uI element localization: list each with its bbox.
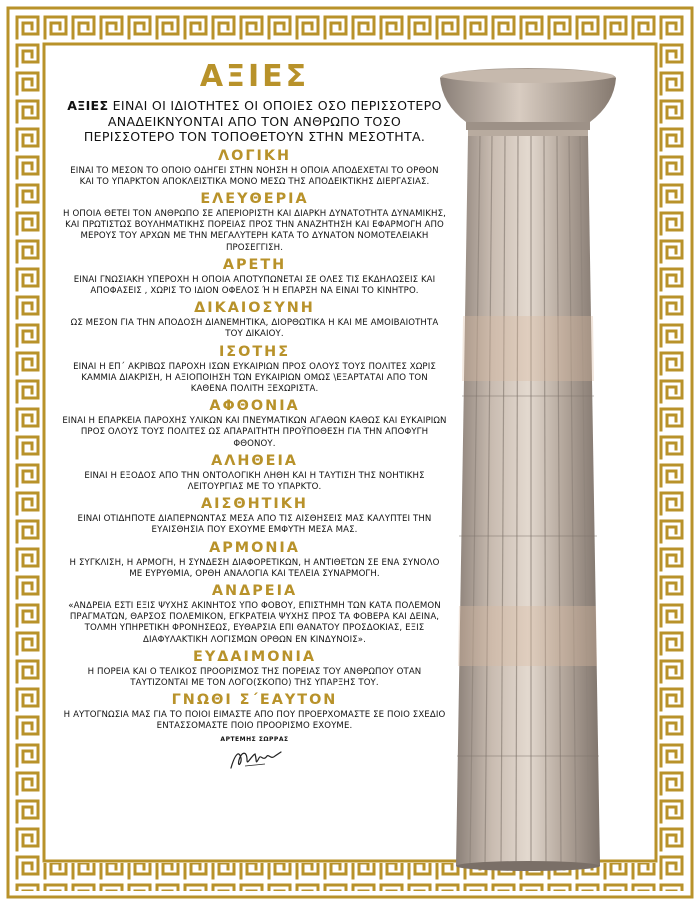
- section-title: ΑΡΕΤΗ: [222, 256, 287, 273]
- section-title: ΓΝΩΘΙ Σ΄ΕΑΥΤΟΝ: [171, 692, 338, 709]
- intro-lead: ΑΞΙΕΣ: [67, 98, 109, 113]
- section-body: ΕΙΝΑΙ Η ΕΠ΄ ΑΚΡΙΒΩΣ ΠΑΡΟΧΗ ΙΣΩΝ ΕΥΚΑΙΡΙΩΝ ΠΡΟΣ ΟΛΟΥΣ ΤΟΥΣ ΠΟΛΙΤΕΣ ΧΩΡΙΣ ΚΑΜΜΙΑ ΔΙΑΚΡΙΣΗ, Η ΑΞΙΟΠΟΙΗΣΗ ΤΩΝ ΕΥΚΑΙΡΙΩΝ ΟΜΩΣ \ΕΞΑΡΤΑΤΑΙ ΑΠΟ ΤΟΝ ΚΑΘΕΝΑ ΠΟΛΙΤΗ ΞΕΧΩΡΙΣΤΑ.: [73, 361, 436, 394]
- section-body: ΕΙΝΑΙ ΟΤΙΔΗΠΟΤΕ ΔΙΑΠΕΡΝΩΝΤΑΣ ΜΕΣΑ ΑΠΟ ΤΙΣ ΑΙΣΘΗΣΕΙΣ ΜΑΣ ΚΑΛΥΠΤΕΙ ΤΗΝ ΕΥΑΙΣΘΗΣΙΑ ΠΟΥ ΕΧΟΥΜΕ ΕΜΦΥΤΗ ΜΕΣΑ ΜΑΣ.: [77, 514, 432, 536]
- section-evdaimonia: [62, 648, 447, 689]
- section-body: ΕΙΝΑΙ Η ΕΞΟΔΟΣ ΑΠΟ ΤΗΝ ΟΝΤΟΛΟΓΙΚΗ ΛΗΘΗ ΚΑΙ Η ΤΑΥΤΙΣΗ ΤΗΣ ΝΟΗΤΙΚΗΣ ΛΕΙΤΟΥΡΓΙΑΣ ΜΕ ΤΟ ΥΠΑΡΚΤΟ.: [84, 470, 425, 492]
- section-andreia: [62, 582, 447, 646]
- section-title: ΑΦΘΟΝΙΑ: [209, 398, 300, 415]
- section-body: Η ΣΥΓΚΛΙΣΗ, Η ΑΡΜΟΓΗ, Η ΣΥΝΔΕΣΗ ΔΙΑΦΟΡΕΤΙΚΩΝ, Η ΑΝΤΙΘΕΤΩΝ ΣΕ ΕΝΑ ΣΥΝΟΛΟ ΜΕ ΕΥΡΥΘΜΙΑ, ΟΡΘΗ ΑΝΑΛΟΓΙΑ ΚΑΙ ΤΕΛΕΙΑ ΣΥΝΑΡΜΟΓΗ.: [69, 557, 440, 579]
- section-title: ΙΣΟΤΗΣ: [218, 343, 291, 360]
- section-dikaiosyni: [62, 299, 447, 340]
- section-body: ΕΙΝΑΙ Η ΕΠΑΡΚΕΙΑ ΠΑΡΟΧΗΣ ΥΛΙΚΩΝ ΚΑΙ ΠΝΕΥΜΑΤΙΚΩΝ ΑΓΑΘΩΝ ΚΑΘΩΣ ΚΑΙ ΕΥΚΑΙΡΙΩΝ ΠΡΟΣ ΟΛΟΥΣ ΤΟΥΣ ΠΟΛΙΤΕΣ ΩΣ ΑΠΑΡΑΙΤΗΤΗ ΠΡΟΫΠΟΘΕΣΗ ΓΙΑ ΤΗΝ ΑΠΟΦΥΓΗ ΦΘΟΝΟΥ.: [62, 416, 447, 449]
- page-title: ΑΞΙΕΣ: [199, 59, 310, 94]
- section-armonia: [62, 539, 447, 580]
- section-body: ΕΙΝΑΙ ΓΝΩΣΙΑΚΗ ΥΠΕΡΟΧΗ Η ΟΠΟΙΑ ΑΠΟΤΥΠΩΝΕΤΑΙ ΣΕ ΟΛΕΣ ΤΙΣ ΕΚΔΗΛΩΣΕΙΣ ΚΑΙ ΑΠΟΦΑΣΕΙΣ , ΧΩΡΙΣ ΤΟ ΙΔΙΟΝ ΟΦΕΛΟΣ Ή Η ΕΠΑΡΣΗ ΝΑ ΕΙΝΑΙ ΤΟ ΚΙΝΗΤΡΟ.: [73, 274, 436, 296]
- section-areti: [62, 256, 447, 297]
- section-body: Η ΟΠΟΙΑ ΘΕΤΕΙ ΤΟΝ ΑΝΘΡΩΠΟ ΣΕ ΑΠΕΡΙΟΡΙΣΤΗ ΚΑΙ ΔΙΑΡΚΗ ΔΥΝΑΤΟΤΗΤΑ ΔΥΝΑΜΙΚΗΣ, ΚΑΙ ΠΡΩΤΙΣΤΩΣ ΒΟΥΛΗΜΑΤΙΚΗΣ ΠΟΡΕΙΑΣ ΠΡΟΣ ΤΗΝ ΑΝΑΖΗΤΗΣΗ ΚΑΙ ΕΦΑΡΜΟΓΗ ΑΠΟ ΜΕΡΟΥΣ ΤΟΥ ΑΡΧΩΝ ΜΕ ΤΗΝ ΜΕΓΑΛΥΤΕΡΗ ΚΑΤΑ ΤΟ ΔΥΝΑΤΟΝ ΝΟΜΟΤΕΛΕΙΑΚΗ ΠΡΟΣΕΓΓΙΣΗ.: [63, 208, 446, 253]
- section-alitheia: [62, 452, 447, 493]
- section-body: ΩΣ ΜΕΣΟΝ ΓΙΑ ΤΗΝ ΑΠΟΔΟΣΗ ΔΙΑΝΕΜΗΤΙΚΑ, ΔΙΟΡΘΩΤΙΚΑ Η ΚΑΙ ΜΕ ΑΜΟΙΒΑΙΟΤΗΤΑ ΤΟΥ ΔΙΚΑΙΟΥ.: [70, 318, 439, 340]
- section-title: ΑΝΔΡΕΙΑ: [211, 582, 298, 599]
- intro-paragraph: [62, 98, 447, 145]
- text-panel: [62, 60, 447, 772]
- section-title: ΑΡΜΟΝΙΑ: [209, 539, 300, 556]
- section-gnothi: [62, 691, 447, 732]
- section-title: ΛΟΓΙΚΗ: [217, 147, 292, 164]
- section-title: ΑΛΗΘΕΙΑ: [211, 452, 298, 469]
- section-eleftheria: [62, 190, 447, 254]
- section-afthonia: [62, 397, 447, 450]
- section-title: ΕΛΕΥΘΕΡΙΑ: [200, 190, 309, 207]
- section-title: ΑΙΣΘΗΤΙΚΗ: [201, 496, 308, 513]
- section-body: ΕΙΝΑΙ ΤΟ ΜΕΣΟΝ ΤΟ ΟΠΟΙΟ ΟΔΗΓΕΙ ΣΤΗΝ ΝΟΗΣΗ Η ΟΠΟΙΑ ΑΠΟΔΕΧΕΤΑΙ ΤΟ ΟΡΘΟΝ ΚΑΙ ΤΟ ΥΠΑΡΚΤΟΝ ΑΠΟΚΛΕΙΣΤΙΚΑ ΜΟΝΟ ΜΕΣΩ ΤΗΣ ΑΠΟΔΕΙΚΤΙΚΗΣ ΔΙΕΡΓΑΣΙΑΣ.: [70, 165, 439, 187]
- signature: [225, 746, 285, 772]
- section-title: ΕΥΔΑΙΜΟΝΙΑ: [193, 648, 316, 665]
- doric-column-image: [428, 66, 628, 876]
- section-body: Η ΠΟΡΕΙΑ ΚΑΙ Ο ΤΕΛΙΚΟΣ ΠΡΟΟΡΙΣΜΟΣ ΤΗΣ ΠΟΡΕΙΑΣ ΤΟΥ ΑΝΘΡΩΠΟΥ ΟΤΑΝ ΤΑΥΤΙΖΟΝΤΑΙ ΜΕ ΤΟΝ ΛΟΓΟ(ΣΚΟΠΟ) ΤΗΣ ΥΠΑΡΞΗΣ ΤΟΥ.: [87, 666, 422, 688]
- section-title: ΔΙΚΑΙΟΣΥΝΗ: [194, 300, 315, 317]
- intro-text: ΕΙΝΑΙ ΟΙ ΙΔΙΟΤΗΤΕΣ ΟΙ ΟΠΟΙΕΣ ΟΣΟ ΠΕΡΙΣΣΟΤΕΡΟ ΑΝΑΔΕΙΚΝΥΟΝΤΑΙ ΑΠΟ ΤΟΝ ΑΝΘΡΩΠΟ ΤΟΣΟ ΠΕΡΙΣΣΟΤΕΡΟ ΤΟΝ ΤΟΠΟΘΕΤΟΥΝ ΣΤΗΝ ΜΕΣΟΤΗΤΑ.: [83, 98, 442, 144]
- section-logiki: [62, 147, 447, 188]
- section-body: Η ΑΥΤΟΓΝΩΣΙΑ ΜΑΣ ΓΙΑ ΤΟ ΠΟΙΟΙ ΕΙΜΑΣΤΕ ΑΠΟ ΠΟΥ ΠΡΟΕΡΧΟΜΑΣΤΕ ΣΕ ΠΟΙΟ ΣΧΕΔΙΟ ΕΝΤΑΣΣΟΜΑΣΤΕ ΠΟΙΟ ΠΡΟΟΡΙΣΜΟ ΕΧΟΥΜΕ.: [63, 710, 446, 732]
- section-body: «ΑΝΔΡΕΙΑ ΕΣΤΙ ΕΞΙΣ ΨΥΧΗΣ ΑΚΙΝΗΤΟΣ ΥΠΟ ΦΟΒΟΥ, ΕΠΙΣΤΗΜΗ ΤΩΝ ΚΑΤΑ ΠΟΛΕΜΟΝ ΠΡΑΓΜΑΤΩΝ, ΘΑΡΣΟΣ ΠΟΛΕΜΙΚΟΝ, ΕΓΚΡΑΤΕΙΑ ΨΥΧΗΣ ΠΡΟΣ ΤΑ ΦΟΒΕΡΑ ΚΑΙ ΔΕΙΝΑ, ΤΟΛΜΗ ΥΠΗΡΕΤΙΚΗ ΦΡΟΝΗΣΕΩΣ, ΕΥΘΑΡΣΙΑ ΕΠΙ ΘΑΝΑΤΟΥ ΠΡΟΣΔΟΚΙΑΣ, ΕΞΙΣ ΔΙΑΦΥΛΑΚΤΙΚΗ ΛΟΓΙΣΜΩΝ ΟΡΘΩΝ ΕΝ ΚΙΝΔΥΝΟΙΣ».: [68, 600, 441, 645]
- author-name: ΑΡΤΕΜΗΣ ΣΩΡΡΑΣ: [220, 735, 289, 743]
- section-aisthitiki: [62, 495, 447, 536]
- section-isotis: [62, 343, 447, 396]
